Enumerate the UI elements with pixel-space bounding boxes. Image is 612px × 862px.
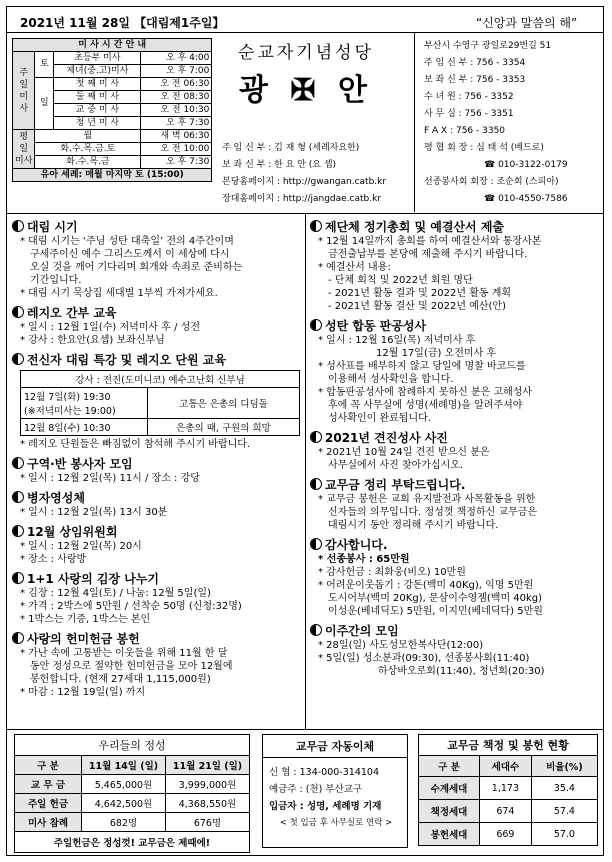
notice-line: 성사확인이 완료됩니다. [328, 413, 431, 424]
notice-line: 기간입니다. [30, 275, 82, 286]
bullet-icon [12, 525, 24, 537]
bottom-divider [6, 729, 604, 730]
lecture-topic-2: 은총의 때, 구원의 희망 [148, 419, 300, 436]
mass-time: 오 전 06:30 [141, 78, 212, 91]
status-row-label: 책정세대 [419, 800, 480, 823]
bullet-icon [310, 478, 322, 490]
bulletin-date: 2021년 11월 28일 【대림제1주일】 [20, 16, 225, 30]
bullet-icon [310, 538, 322, 550]
notice-kimchi [12, 570, 304, 626]
section-title: 전신자 대림 특강 및 레지오 단원 교육 [27, 353, 226, 367]
notice-line: 이용해서 성사확인을 합니다. [328, 374, 454, 385]
notice-confirmation-photos [310, 429, 602, 472]
mass-time: 오 전 10:00 [141, 143, 212, 156]
status-count: 1,173 [480, 777, 532, 800]
left-column [12, 214, 304, 699]
status-count: 674 [480, 800, 532, 823]
offerings-value: 5,465,000원 [82, 775, 166, 794]
offerings-header-label: 구 분 [15, 756, 82, 775]
notice-line: 구세주이신 예수 그리스도께서 이 세상에 다시 [30, 249, 230, 260]
status-ratio: 35.4 [531, 777, 597, 800]
offerings-value: 4,368,550원 [166, 794, 250, 813]
contact-line: ☎ 010-4550-7586 [484, 194, 568, 204]
notice-legio-officers [12, 304, 304, 347]
mass-time: 오 후 7:30 [141, 117, 212, 130]
clergy-info [222, 140, 386, 208]
lecture-footer: * 레지오 단원들은 빠짐없이 참석해 주시기 바랍니다. [20, 439, 251, 450]
bullet-icon [12, 491, 24, 503]
notice-line: 대림시기 동안 정리해 주시기 바랍니다. [328, 520, 499, 531]
transfer-box [262, 734, 408, 848]
offerings-header-col1: 11월 14일 (일) [82, 756, 166, 775]
section-title: 성탄 합동 판공성사 [325, 319, 427, 333]
notice-line: * 대림 시기는 ‘주님 성탄 대축일’ 전의 4주간이며 [20, 236, 234, 247]
status-row-label: 봉헌세대 [419, 823, 480, 846]
status-count: 669 [480, 823, 532, 846]
offerings-value: 676명 [166, 813, 250, 832]
notice-thanks [310, 536, 602, 618]
notice-line: * 김장 : 12월 4일(토) / 나눔: 12월 5일(일) [20, 588, 211, 599]
mass-name: 초등부 미사 [54, 52, 141, 65]
notice-line: * 감사헌금 : 최화웅(비오) 10만원 [318, 567, 466, 578]
bullet-icon [12, 306, 24, 318]
status-ratio: 57.0 [531, 823, 597, 846]
notice-line: * 가격 : 2박스에 5만원 / 선착순 50명 (신청:32명) [20, 601, 242, 612]
notice-confession [310, 317, 602, 425]
transfer-title: 교무금 자동이체 [263, 735, 407, 758]
mass-time: 오 전 08:30 [141, 91, 212, 104]
status-ratio: 57.4 [531, 800, 597, 823]
bullet-icon [12, 353, 24, 365]
bulletin-motto: “신앙과 말씀의 해” [476, 16, 578, 30]
notice-line: * 28일(일) 사도성모한복사단(12:00) [318, 640, 484, 651]
notice-line: * 어려운이웃돕기 : 강돈(백미 40Kg), 익명 5만원 [318, 580, 534, 591]
offerings-value: 4,642,500원 [82, 794, 166, 813]
header-divider [6, 32, 604, 33]
right-column [310, 214, 602, 678]
section-title: 대림 시기 [27, 220, 78, 234]
bullet-icon [12, 632, 24, 644]
mass-time-table [12, 38, 212, 182]
church-title-block [216, 38, 396, 109]
notice-line: 동안 정성으로 절약한 헌미헌금을 모아 12월에 [30, 661, 233, 672]
contact-line: 보 좌 신 부 : 756 - 3353 [424, 75, 526, 85]
notice-line: * 일시 : 12월 1일(수) 저녁미사 후 / 성전 [20, 322, 200, 333]
section-title: 사랑의 헌미헌금 봉헌 [27, 632, 140, 646]
status-header-count: 세대수 [480, 756, 532, 777]
notice-line: 봉헌합니다. (현재 27세대 1,115,000원) [30, 674, 211, 685]
mass-name: 교 중 미 사 [54, 104, 141, 117]
notice-line: * 대림 시기 묵상집 세대별 1부씩 가져가세요. [20, 288, 218, 299]
offerings-value: 682명 [82, 813, 166, 832]
mass-time: 오 전 10:30 [141, 104, 212, 117]
notice-line: 하상바오로회(11:40), 청년회(20:30) [378, 666, 545, 677]
lecture-table [20, 370, 300, 436]
notice-line: 12월 17일(금) 오전미사 후 [376, 348, 497, 359]
mass-name: 월 [35, 130, 141, 143]
mass-name: 화.수.목.금.토 [35, 143, 141, 156]
offerings-footer: 주일헌금은 정성껏! 교무금은 제때에! [15, 832, 250, 853]
notice-line: - 2021년 활동 결과 및 2022년 활동 계획 [328, 288, 512, 299]
notice-line: * 장소 : 사랑방 [20, 554, 87, 565]
mass-time: 오 후 4:00 [141, 52, 212, 65]
mass-time: 오 후 7:30 [141, 156, 212, 169]
offerings-row-label: 교 무 금 [15, 775, 82, 794]
notice-line: * 강사 : 한요안(요셉) 보좌신부님 [20, 335, 165, 346]
section-title: 2021년 견진성사 사진 [325, 431, 448, 445]
contact-line: 주 임 신 부 : 756 - 3354 [424, 58, 526, 68]
notice-line: 신자들의 의무입니다. 정성껏 책정하신 교무금은 [328, 507, 538, 518]
mass-name: 화.수.목.금 [35, 156, 141, 169]
notice-line: * 선종봉사 : 65만원 [318, 554, 410, 565]
notice-line: - 단체 회칙 및 2022년 회원 명단 [328, 275, 473, 286]
notice-lecture [12, 351, 304, 451]
section-title: 레지오 간부 교육 [27, 306, 117, 320]
notice-line: * 일시 : 12월 2일(목) 13시 30분 [20, 507, 168, 518]
offerings-row-label: 주일 헌금 [15, 794, 82, 813]
notice-line: * 일시 : 12월 2일(목) 20시 [20, 541, 142, 552]
offerings-header-col2: 11월 21일 (일) [166, 756, 250, 775]
notice-line: * 12월 14일까지 총회를 하여 예결산서와 통장사본 [318, 236, 542, 247]
lecture-note: (※저녁미사는 19:00) [24, 406, 116, 417]
bullet-icon [310, 624, 322, 636]
notice-line: * 교무금 봉헌은 교회 유지발전과 사목활동을 위한 [318, 494, 536, 505]
contact-line: F A X : 756 - 3350 [424, 126, 506, 136]
notice-line: 사무실에서 사진 찾아가십시오. [328, 460, 464, 471]
mass-name: 청 년 미 사 [54, 117, 141, 130]
column-divider [305, 213, 306, 729]
address-line: 부산시 수영구 광일로29번길 51 [424, 41, 552, 51]
sunday-mass-label: 주 일 미 사 [13, 52, 35, 130]
notice-line: * 2021년 10월 24일 견진 받으신 분은 [318, 447, 490, 458]
pastor-line: 주 임 신 부 : 김 재 형 (세례자요한) [222, 143, 360, 153]
section-title: 병자영성체 [27, 491, 85, 505]
contact-line: 수 녀 원 : 756 - 3352 [424, 92, 514, 102]
notice-sick-communion [12, 489, 304, 519]
section-title: 이주간의 모임 [325, 624, 399, 638]
notice-line: - 2021년 활동 결산 및 2022년 예산(안) [328, 301, 506, 312]
bullet-icon [310, 431, 322, 443]
lecture-date-1: 12월 7일(화) 19:30 (※저녁미사는 19:00) [21, 388, 148, 419]
bullet-icon [310, 220, 322, 232]
transfer-depositor: 입금자 : 성명, 세례명 기재 [269, 801, 382, 812]
transfer-note: < 첫 입금 후 사무실로 연락 > [279, 818, 393, 828]
mass-time: 오 후 7:00 [141, 65, 212, 78]
offerings-row-label: 미사 참례 [15, 813, 82, 832]
assistant-line: 보 좌 신 부 : 한 요 안 (요 셉) [222, 160, 337, 170]
church-name-main: 광 ✠ 안 [239, 73, 373, 108]
dues-status-table [418, 734, 598, 846]
notice-line: * 1박스는 기증, 1박스는 본인 [20, 614, 151, 625]
offerings-title: 우리들의 정성 [15, 735, 250, 756]
contact-line: 사 무 실 : 756 - 3351 [424, 109, 514, 119]
bullet-icon [12, 220, 24, 232]
jangdae-homepage-line: 장대홈페이지 : http://jangdae.catb.kr [222, 194, 382, 204]
bullet-icon [12, 572, 24, 584]
lecture-topic-1: 고통은 은총의 디딤돌 [148, 388, 300, 419]
lecture-speaker: 강사 : 전진(도미니코) 예수고난회 신부님 [21, 371, 300, 388]
notice-line: * 합동판공성사에 참례하지 못하신 분은 고해성사 [318, 387, 533, 398]
status-header-ratio: 비율(%) [531, 756, 597, 777]
notice-rice-offering [12, 630, 304, 699]
notice-line: 도시어부(백미 20Kg), 문삼이수영젬(백미 40kg) [328, 593, 543, 604]
notice-line: 이성운(베네딕도) 5만원, 이지민(베네딕다) 5만원 [328, 606, 543, 617]
notice-meetings [310, 622, 602, 678]
notice-volunteers [12, 455, 304, 485]
church-name-sub: 순교자기념성당 [238, 43, 374, 63]
notice-line: * 가난 속에 고통받는 이웃들을 위해 11월 한 달 [20, 648, 228, 659]
notice-line: * 예결산서 내용: [318, 262, 391, 273]
offerings-table [14, 734, 250, 853]
lecture-date-2: 12월 8일(수) 10:30 [21, 419, 148, 436]
dues-status-title: 교무금 책정 및 봉헌 현황 [419, 735, 598, 756]
notice-advent [12, 218, 304, 300]
weekday-mass-label: 평 일 미사 [13, 130, 35, 169]
section-title: 1+1 사랑의 김장 나누기 [27, 572, 160, 586]
notice-general-assembly [310, 218, 602, 313]
notice-standing-committee [12, 523, 304, 566]
header-column-divider [414, 32, 415, 212]
contact-line: 평 협 회 장 : 심 태 석 (베드로) [424, 143, 544, 153]
notice-line: 후에 꼭 사무실에 성명(세례명)을 알려주셔야 [328, 400, 523, 411]
section-title: 제단체 정기총회 및 예결산서 제출 [325, 220, 505, 234]
homepage-line: 본당홈페이지 : http://gwangan.catb.kr [222, 177, 387, 187]
mass-name: 첫 째 미 사 [54, 78, 141, 91]
notice-line: 금전출납부를 본당에 제출해 주시기 바랍니다. [328, 249, 528, 260]
notice-line: 오실 것을 깨어 기다리며 회개와 속죄로 준비하는 [30, 262, 243, 273]
notice-line: * 5일(일) 성소분과(09:30), 선종봉사회(11:40) [318, 653, 530, 664]
status-row-label: 수계세대 [419, 777, 480, 800]
transfer-holder: 예금주 : (천) 부산교구 [269, 784, 363, 795]
contact-line: ☎ 010-3122-0179 [484, 160, 568, 170]
saturday-label: 토 [35, 52, 54, 78]
notice-line: * 마감 : 12월 19일(일) 까지 [20, 687, 146, 698]
sunday-label: 일 [35, 78, 54, 130]
infant-baptism-note: 유아 세례: 매월 마지막 토 (15:00) [13, 169, 212, 182]
mass-name: 둘 째 미 사 [54, 91, 141, 104]
notice-dues [310, 476, 602, 532]
section-title: 12월 상임위원회 [27, 525, 118, 539]
mass-name: 제녀(중.고)미사 [54, 65, 141, 78]
section-title: 교무금 정리 부탁드립니다. [325, 478, 466, 492]
notice-line: * 일시 : 12월 16일(목) 저녁미사 후 [318, 335, 476, 346]
offerings-value: 3,999,000원 [166, 775, 250, 794]
notice-line: * 일시 : 12월 2일(목) 11시 / 장소 : 강당 [20, 473, 200, 484]
mass-time: 새 벽 06:30 [141, 130, 212, 143]
section-title: 구역·반 봉사자 모임 [27, 457, 133, 471]
bullet-icon [12, 457, 24, 469]
mass-time-title: 미 사 시 간 안 내 [13, 39, 212, 52]
bullet-icon [310, 319, 322, 331]
notice-line: * 성사표를 배부하지 않고 당일에 명찰 바코드를 [318, 361, 526, 372]
section-title: 감사합니다. [325, 538, 388, 552]
transfer-account: 신 협 : 134-000-314104 [269, 767, 380, 778]
contact-info [424, 38, 568, 208]
status-header-label: 구 분 [419, 756, 480, 777]
contact-line: 선종봉사회 회장 : 조순희 (스피아) [424, 177, 559, 187]
